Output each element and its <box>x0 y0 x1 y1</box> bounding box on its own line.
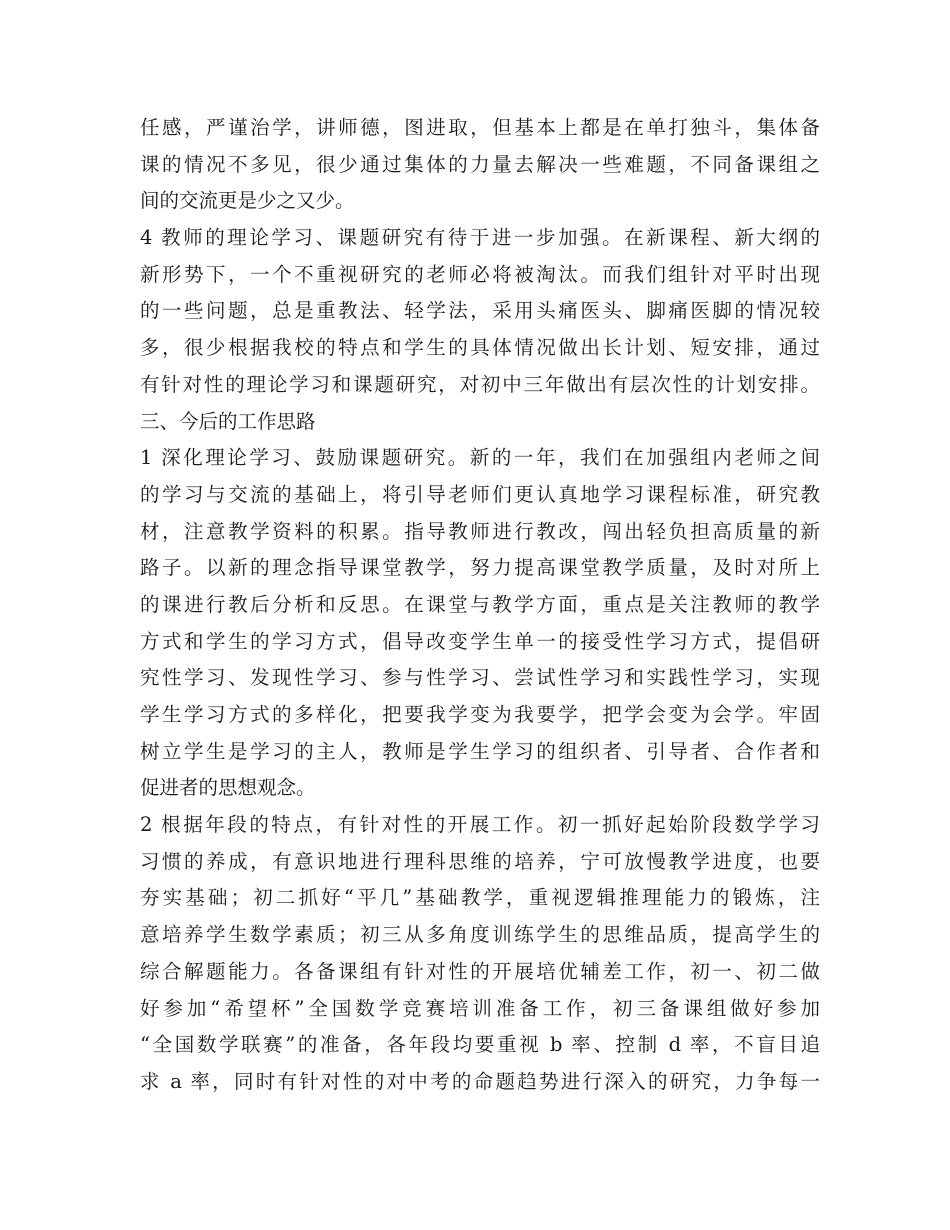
text-line: 促进者的思想观念。 <box>140 776 316 800</box>
text-line: “全国数学联赛”的准备，各年段均要重视 b 率、控制 d 率，不盲目追 <box>140 1033 820 1057</box>
text-line: 综合解题能力。各备课组有针对性的开展培优辅差工作，初一、初二做 <box>140 959 820 983</box>
text-line: 树立学生是学习的主人，教师是学生学习的组织者、引导者、合作者和 <box>140 739 820 763</box>
text-line: 2 根据年段的特点，有针对性的开展工作。初一抓好起始阶段数学学习 <box>140 813 820 837</box>
text-line: 多，很少根据我校的特点和学生的具体情况做出长计划、短安排，通过 <box>140 336 820 360</box>
text-line: 路子。以新的理念指导课堂教学，努力提高课堂教学质量，及时对所上 <box>140 556 820 580</box>
paragraph <box>140 440 820 807</box>
text-line: 究性学习、发现性学习、参与性学习、尝试性学习和实践性学习，实现 <box>140 666 820 690</box>
text-line: 学生学习方式的多样化，把要我学变为我要学，把学会变为会学。牢固 <box>140 703 820 726</box>
text-line: 好参加“希望杯”全国数学竞赛培训准备工作，初三备课组做好参加 <box>140 996 820 1020</box>
paragraph <box>140 807 820 1101</box>
text-line: 材，注意教学资料的积累。指导教师进行教改，闯出轻负担高质量的新 <box>140 519 820 543</box>
text-line: 新形势下，一个不重视研究的老师必将被淘汰。而我们组针对平时出现 <box>140 262 820 286</box>
text-line: 4 教师的理论学习、课题研究有待于进一步加强。在新课程、新大纲的 <box>140 226 820 250</box>
document-body <box>140 110 820 1101</box>
text-line: 间的交流更是少之又少。 <box>140 189 355 213</box>
text-line: 课的情况不多见，很少通过集体的力量去解决一些难题，不同备课组之 <box>140 152 820 176</box>
heading-text: 三、今后的工作思路 <box>140 409 316 433</box>
text-line: 夯实基础；初二抓好“平几”基础教学，重视逻辑推理能力的锻炼，注 <box>140 886 820 910</box>
text-line: 的一些问题，总是重教法、轻学法，采用头痛医头、脚痛医脚的情况较 <box>140 299 820 323</box>
text-line: 习惯的养成，有意识地进行理科思维的培养，宁可放慢教学进度，也要 <box>140 849 820 873</box>
text-line: 方式和学生的学习方式，倡导改变学生单一的接受性学习方式，提倡研 <box>140 629 820 653</box>
text-line: 的课进行教后分析和反思。在课堂与教学方面，重点是关注教师的教学 <box>140 592 820 616</box>
text-line: 求 a 率，同时有针对性的对中考的命题趋势进行深入的研究，力争每一 <box>140 1069 820 1093</box>
text-line: 有针对性的理论学习和课题研究，对初中三年做出有层次性的计划安排。 <box>140 372 820 396</box>
paragraph <box>140 220 820 403</box>
paragraph <box>140 110 820 220</box>
text-line: 意培养学生数学素质；初三从多角度训练学生的思维品质，提高学生的 <box>140 923 820 947</box>
section-heading <box>140 404 820 441</box>
text-line: 的学习与交流的基础上，将引导老师们更认真地学习课程标准，研究教 <box>140 482 820 506</box>
text-line: 1 深化理论学习、鼓励课题研究。新的一年，我们在加强组内老师之间 <box>140 446 820 470</box>
text-line: 任感，严谨治学，讲师德，图进取，但基本上都是在单打独斗，集体备 <box>140 116 820 139</box>
